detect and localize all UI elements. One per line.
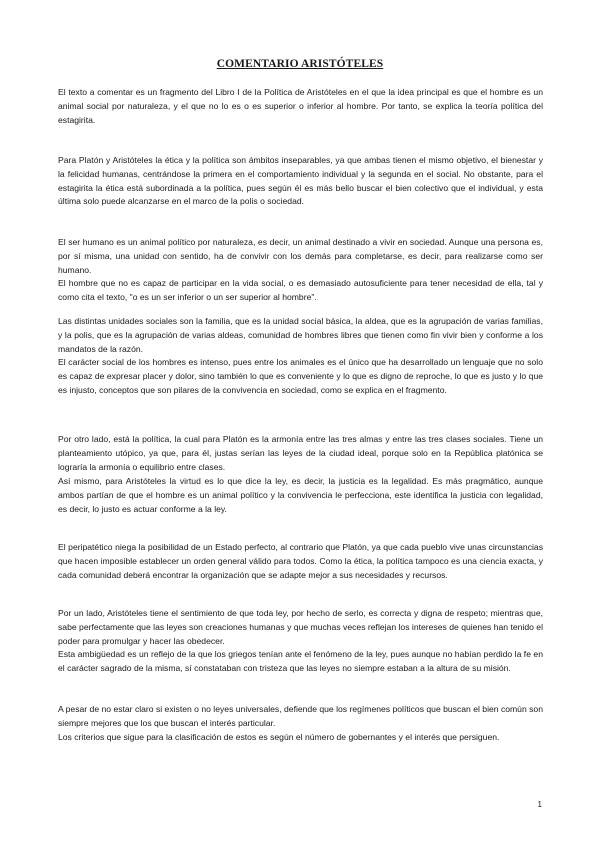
paragraph-platon-politica: Por otro lado, está la política, la cual para Platón es la armonía entre las tres almas y entre las tres clases sociales. Tiene un planteamiento utópico, ya que, para él, justas serían las leyes de la ciudad ideal, porque solo en la República platónica se lograría la armonía o equilibrio entre clases.	[58, 434, 543, 472]
paragraph-estado-perfecto: El peripatético niega la posibilidad de un Estado perfecto, al contrario que Platón, ya que cada pueblo vive unas circunstancias que hacen imposible establecer un orden general válido para todos. Como la ética, la política tampoco es una ciencia exacta, y cada comunidad deberá encontrar la organización que se adapte mejor a sus necesidades y recursos.	[58, 542, 543, 580]
paragraph-animal-politico: El ser humano es un animal político por naturaleza, es decir, un animal destinado a vivir en sociedad. Aunque una persona es, por sí misma, una unidad con sentido, ha de convivir con los demás para completarse, es decir, para realizarse como ser humano.	[58, 237, 543, 275]
paragraph-caracter-social: El carácter social de los hombres es intenso, pues entre los animales es el único que ha desarrollado un lenguaje que no solo es capaz de expresar placer y dolor, sino también lo que es conveniente y lo que es digno de reproche, lo que es justo y lo que es injusto, conceptos que son pilares de la convivencia en sociedad, como se explica en el fragmento.	[58, 357, 543, 395]
paragraph-ley-correcta: Por un lado, Aristóteles tiene el sentimiento de que toda ley, por hecho de serlo, es correcta y digna de respeto; mientras que, sabe perfectamente que las leyes son creaciones humanas y que muchas veces reflejan los intereses de quienes han tenido el poder para promulgar y hacer las obedecer.	[58, 608, 543, 646]
paragraph-leyes-universales: A pesar de no estar claro si existen o no leyes universales, defiende que los regímenes políticos que buscan el bien común son siempre mejores que los que buscan el interés particular.	[58, 704, 543, 728]
paragraph-ambiguedad: Esta ambigüedad es un reflejo de la que los griegos tenían ante el fenómeno de la ley, pues aunque no habían perdido la fe en el carácter sagrado de la misma, sí constataban con tristeza que las leyes no siempre estaban a la altura de su misión.	[58, 649, 543, 673]
document-title: COMENTARIO ARISTÓTELES	[216, 58, 384, 70]
paragraph-aristoteles-virtud: Así mismo, para Aristóteles la virtud es lo que dice la ley, es decir, la justicia es la legalidad. Es más pragmático, aunque ambos partían de que el hombre es un animal político y la convivencia le perfecciona, este identifica la justicia con legalidad, es decir, lo justo es actuar conforme a la ley.	[58, 476, 543, 514]
paragraph-hombre-social: El hombre que no es capaz de participar en la vida social, o es demasiado autosuficiente para tener necesidad de ella, tal y como cita el texto, "o es un ser inferior o un ser superior al hombre".	[58, 278, 543, 302]
paragraph-criterios: Los criterios que sigue para la clasificación de estos es según el número de gobernantes y el interés que persiguen.	[58, 732, 500, 742]
paragraph-intro: El texto a comentar es un fragmento del Libro I de la Política de Aristóteles en el que la idea principal es que el hombre es un animal social por naturaleza, y el que no lo es o es superior o inferior al hombre. Por tanto, se explica la teoría política del estagirita.	[58, 87, 543, 125]
page-number: 1	[537, 800, 542, 809]
paragraph-etica-politica: Para Platón y Aristóteles la ética y la política son ámbitos inseparables, ya que ambas tienen el mismo objetivo, el bienestar y la felicidad humanas, centrándose la primera en el comportamiento individual y la segunda en el social. No obstante, para el estagirita la ética está subordinada a la política, pues según él es más bello buscar el bien colectivo que el individual, y esta última solo puede alcanzarse en el marco de la polis o sociedad.	[58, 155, 543, 207]
paragraph-unidades-sociales: Las distintas unidades sociales son la familia, que es la unidad social básica, la aldea, que es la agrupación de varias familias, y la polis, que es la agrupación de varias aldeas, comunidad de hombres libres que tienen como fin vivir bien y conforme a los mandatos de la razón.	[58, 316, 543, 354]
